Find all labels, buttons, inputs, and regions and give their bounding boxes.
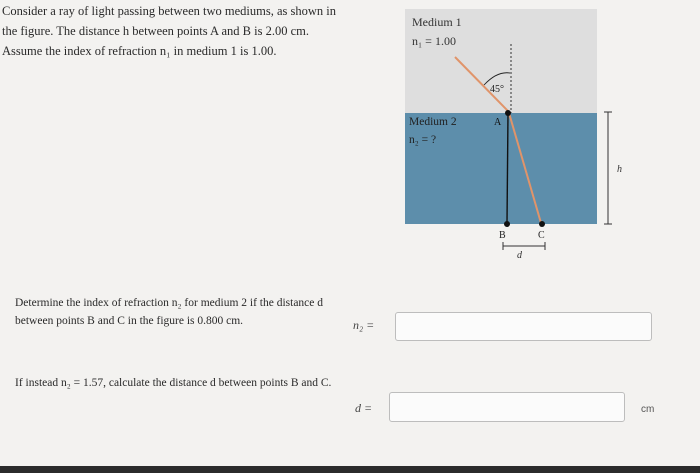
point-c-dot xyxy=(539,221,545,227)
medium2-label: Medium 2 xyxy=(409,116,457,128)
angle-label: 45° xyxy=(490,84,504,95)
n2-answer-label: n₂ = xyxy=(353,318,375,332)
d-answer-label: d = xyxy=(355,401,373,415)
point-c-label: C xyxy=(538,230,545,241)
point-b-dot xyxy=(504,221,510,227)
point-a-dot xyxy=(505,110,511,116)
d-label: d xyxy=(517,250,522,261)
medium1-label: Medium 1 xyxy=(412,15,462,29)
question1-text: Determine the index of refraction n₂ for medium 2 if the distance d between points B and C in the figure is 0.800 cm. xyxy=(15,297,324,327)
point-a-label: A xyxy=(494,117,502,128)
problem-intro: Consider a ray of light passing between two mediums, as shown in the figure. The distance h between points A and B is 2.00 cm. Assume the index of refraction n₁ in medium 1 is 1.00. xyxy=(2,4,336,58)
n2-label: n₂ = ? xyxy=(409,134,437,146)
n2-answer-input[interactable] xyxy=(395,312,652,341)
d-unit-label: cm xyxy=(641,404,655,415)
n1-label: n₁ = 1.00 xyxy=(412,34,456,48)
h-label: h xyxy=(617,164,622,175)
point-b-label: B xyxy=(499,230,506,241)
segment-ab xyxy=(507,113,508,223)
medium2-region xyxy=(405,113,597,224)
d-answer-input[interactable] xyxy=(389,392,625,422)
bottom-bar xyxy=(0,466,700,473)
question2-text: If instead n₂ = 1.57, calculate the distance d between points B and C. xyxy=(15,377,332,389)
